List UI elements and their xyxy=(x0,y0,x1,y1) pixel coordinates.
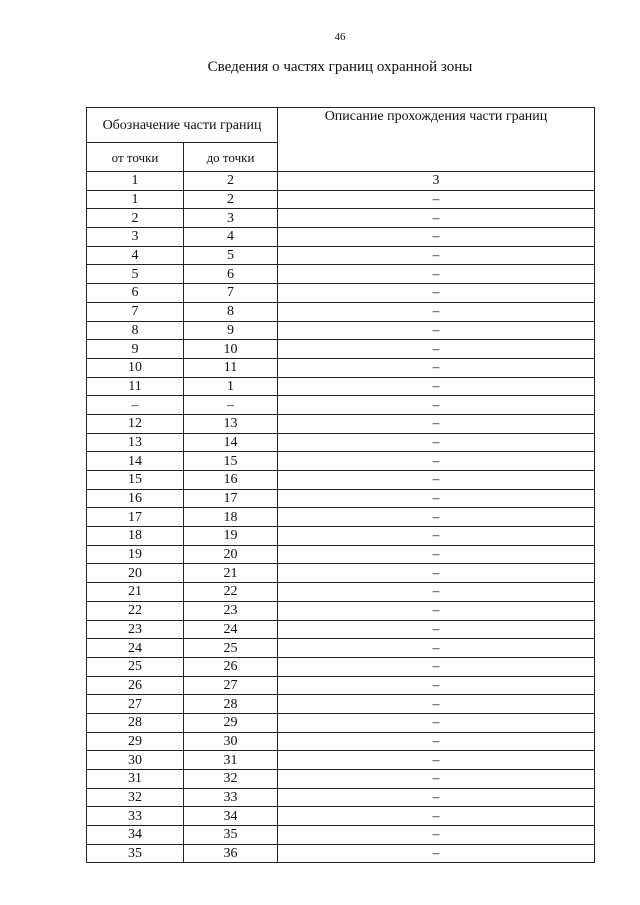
from-point-cell: 20 xyxy=(87,564,184,583)
from-point-cell: 24 xyxy=(87,639,184,658)
description-cell: – xyxy=(278,639,595,658)
description-cell: – xyxy=(278,508,595,527)
table-row xyxy=(87,190,595,209)
description-cell: – xyxy=(278,545,595,564)
from-point-cell: 15 xyxy=(87,471,184,490)
description-cell: – xyxy=(278,844,595,863)
description-cell: – xyxy=(278,302,595,321)
to-point-cell: 10 xyxy=(184,340,278,359)
from-point-cell: 19 xyxy=(87,545,184,564)
from-point-cell: 14 xyxy=(87,452,184,471)
to-point-cell: 8 xyxy=(184,302,278,321)
table-row xyxy=(87,489,595,508)
from-point-cell: 32 xyxy=(87,788,184,807)
table-row xyxy=(87,302,595,321)
from-point-cell: 1 xyxy=(87,190,184,209)
from-point-cell: 12 xyxy=(87,414,184,433)
from-point-cell: 29 xyxy=(87,732,184,751)
description-cell: – xyxy=(278,770,595,789)
to-point-cell: 15 xyxy=(184,452,278,471)
description-cell: – xyxy=(278,265,595,284)
description-cell: – xyxy=(278,452,595,471)
from-point-cell: – xyxy=(87,396,184,415)
description-cell: – xyxy=(278,228,595,247)
description-cell: – xyxy=(278,657,595,676)
to-point-cell: 1 xyxy=(184,377,278,396)
table-row xyxy=(87,377,595,396)
to-point-cell: 7 xyxy=(184,284,278,303)
to-point-cell: 3 xyxy=(184,209,278,228)
header-to-point: до точки xyxy=(184,143,278,172)
table-row xyxy=(87,657,595,676)
to-point-cell: 17 xyxy=(184,489,278,508)
table-row xyxy=(87,545,595,564)
table-row xyxy=(87,340,595,359)
to-point-cell: 9 xyxy=(184,321,278,340)
from-point-cell: 25 xyxy=(87,657,184,676)
boundary-parts-table xyxy=(86,107,595,863)
table-row xyxy=(87,788,595,807)
page-number: 46 xyxy=(334,31,346,43)
from-point-cell: 9 xyxy=(87,340,184,359)
column-number-row xyxy=(87,172,595,191)
to-point-cell: 20 xyxy=(184,545,278,564)
description-cell: – xyxy=(278,471,595,490)
table-row xyxy=(87,601,595,620)
to-point-cell: 11 xyxy=(184,358,278,377)
table-row xyxy=(87,284,595,303)
description-cell: – xyxy=(278,807,595,826)
column-number: 1 xyxy=(87,172,184,191)
table-row xyxy=(87,844,595,863)
to-point-cell: 22 xyxy=(184,583,278,602)
description-cell: – xyxy=(278,414,595,433)
table-row xyxy=(87,826,595,845)
from-point-cell: 6 xyxy=(87,284,184,303)
table-row xyxy=(87,396,595,415)
table-row xyxy=(87,807,595,826)
from-point-cell: 3 xyxy=(87,228,184,247)
to-point-cell: 26 xyxy=(184,657,278,676)
to-point-cell: 5 xyxy=(184,246,278,265)
from-point-cell: 30 xyxy=(87,751,184,770)
column-number: 2 xyxy=(184,172,278,191)
from-point-cell: 5 xyxy=(87,265,184,284)
from-point-cell: 26 xyxy=(87,676,184,695)
from-point-cell: 22 xyxy=(87,601,184,620)
from-point-cell: 11 xyxy=(87,377,184,396)
description-cell: – xyxy=(278,713,595,732)
from-point-cell: 7 xyxy=(87,302,184,321)
to-point-cell: 30 xyxy=(184,732,278,751)
to-point-cell: 18 xyxy=(184,508,278,527)
table-row xyxy=(87,713,595,732)
table-row xyxy=(87,583,595,602)
from-point-cell: 33 xyxy=(87,807,184,826)
to-point-cell: 21 xyxy=(184,564,278,583)
description-cell: – xyxy=(278,209,595,228)
to-point-cell: 25 xyxy=(184,639,278,658)
table-row xyxy=(87,471,595,490)
description-cell: – xyxy=(278,732,595,751)
description-cell: – xyxy=(278,620,595,639)
from-point-cell: 2 xyxy=(87,209,184,228)
to-point-cell: 23 xyxy=(184,601,278,620)
to-point-cell: 31 xyxy=(184,751,278,770)
table-row xyxy=(87,246,595,265)
from-point-cell: 4 xyxy=(87,246,184,265)
table-body xyxy=(87,172,595,863)
description-cell: – xyxy=(278,284,595,303)
table-row xyxy=(87,564,595,583)
to-point-cell: – xyxy=(184,396,278,415)
header-boundary-part-designation: Обозначение части границ xyxy=(87,108,278,143)
description-cell: – xyxy=(278,489,595,508)
table-row xyxy=(87,265,595,284)
to-point-cell: 35 xyxy=(184,826,278,845)
to-point-cell: 19 xyxy=(184,527,278,546)
from-point-cell: 13 xyxy=(87,433,184,452)
to-point-cell: 36 xyxy=(184,844,278,863)
from-point-cell: 10 xyxy=(87,358,184,377)
table-row xyxy=(87,639,595,658)
column-number: 3 xyxy=(278,172,595,191)
table-row xyxy=(87,209,595,228)
to-point-cell: 4 xyxy=(184,228,278,247)
table-row xyxy=(87,452,595,471)
table-row xyxy=(87,358,595,377)
to-point-cell: 28 xyxy=(184,695,278,714)
from-point-cell: 28 xyxy=(87,713,184,732)
description-cell: – xyxy=(278,826,595,845)
description-cell: – xyxy=(278,246,595,265)
header-from-point: от точки xyxy=(87,143,184,172)
to-point-cell: 24 xyxy=(184,620,278,639)
table-row xyxy=(87,508,595,527)
description-cell: – xyxy=(278,321,595,340)
table-row xyxy=(87,620,595,639)
description-cell: – xyxy=(278,340,595,359)
description-cell: – xyxy=(278,583,595,602)
description-cell: – xyxy=(278,377,595,396)
from-point-cell: 34 xyxy=(87,826,184,845)
table-row xyxy=(87,770,595,789)
table-row xyxy=(87,228,595,247)
to-point-cell: 6 xyxy=(184,265,278,284)
description-cell: – xyxy=(278,676,595,695)
description-cell: – xyxy=(278,396,595,415)
to-point-cell: 34 xyxy=(184,807,278,826)
description-cell: – xyxy=(278,358,595,377)
from-point-cell: 21 xyxy=(87,583,184,602)
to-point-cell: 16 xyxy=(184,471,278,490)
from-point-cell: 27 xyxy=(87,695,184,714)
table-row xyxy=(87,433,595,452)
header-boundary-description: Описание прохождения части границ xyxy=(278,108,595,172)
to-point-cell: 32 xyxy=(184,770,278,789)
table-row xyxy=(87,695,595,714)
to-point-cell: 13 xyxy=(184,414,278,433)
from-point-cell: 31 xyxy=(87,770,184,789)
table-row xyxy=(87,676,595,695)
description-cell: – xyxy=(278,527,595,546)
from-point-cell: 23 xyxy=(87,620,184,639)
description-cell: – xyxy=(278,788,595,807)
from-point-cell: 35 xyxy=(87,844,184,863)
from-point-cell: 16 xyxy=(87,489,184,508)
to-point-cell: 27 xyxy=(184,676,278,695)
from-point-cell: 8 xyxy=(87,321,184,340)
description-cell: – xyxy=(278,190,595,209)
description-cell: – xyxy=(278,695,595,714)
table-header xyxy=(87,108,595,172)
table-row xyxy=(87,751,595,770)
to-point-cell: 29 xyxy=(184,713,278,732)
from-point-cell: 18 xyxy=(87,527,184,546)
description-cell: – xyxy=(278,601,595,620)
from-point-cell: 17 xyxy=(87,508,184,527)
to-point-cell: 14 xyxy=(184,433,278,452)
table-row xyxy=(87,414,595,433)
description-cell: – xyxy=(278,433,595,452)
table-row xyxy=(87,321,595,340)
document-title: Сведения о частях границ охранной зоны xyxy=(207,59,473,75)
description-cell: – xyxy=(278,564,595,583)
description-cell: – xyxy=(278,751,595,770)
to-point-cell: 2 xyxy=(184,190,278,209)
table-row xyxy=(87,732,595,751)
table-row xyxy=(87,527,595,546)
to-point-cell: 33 xyxy=(184,788,278,807)
